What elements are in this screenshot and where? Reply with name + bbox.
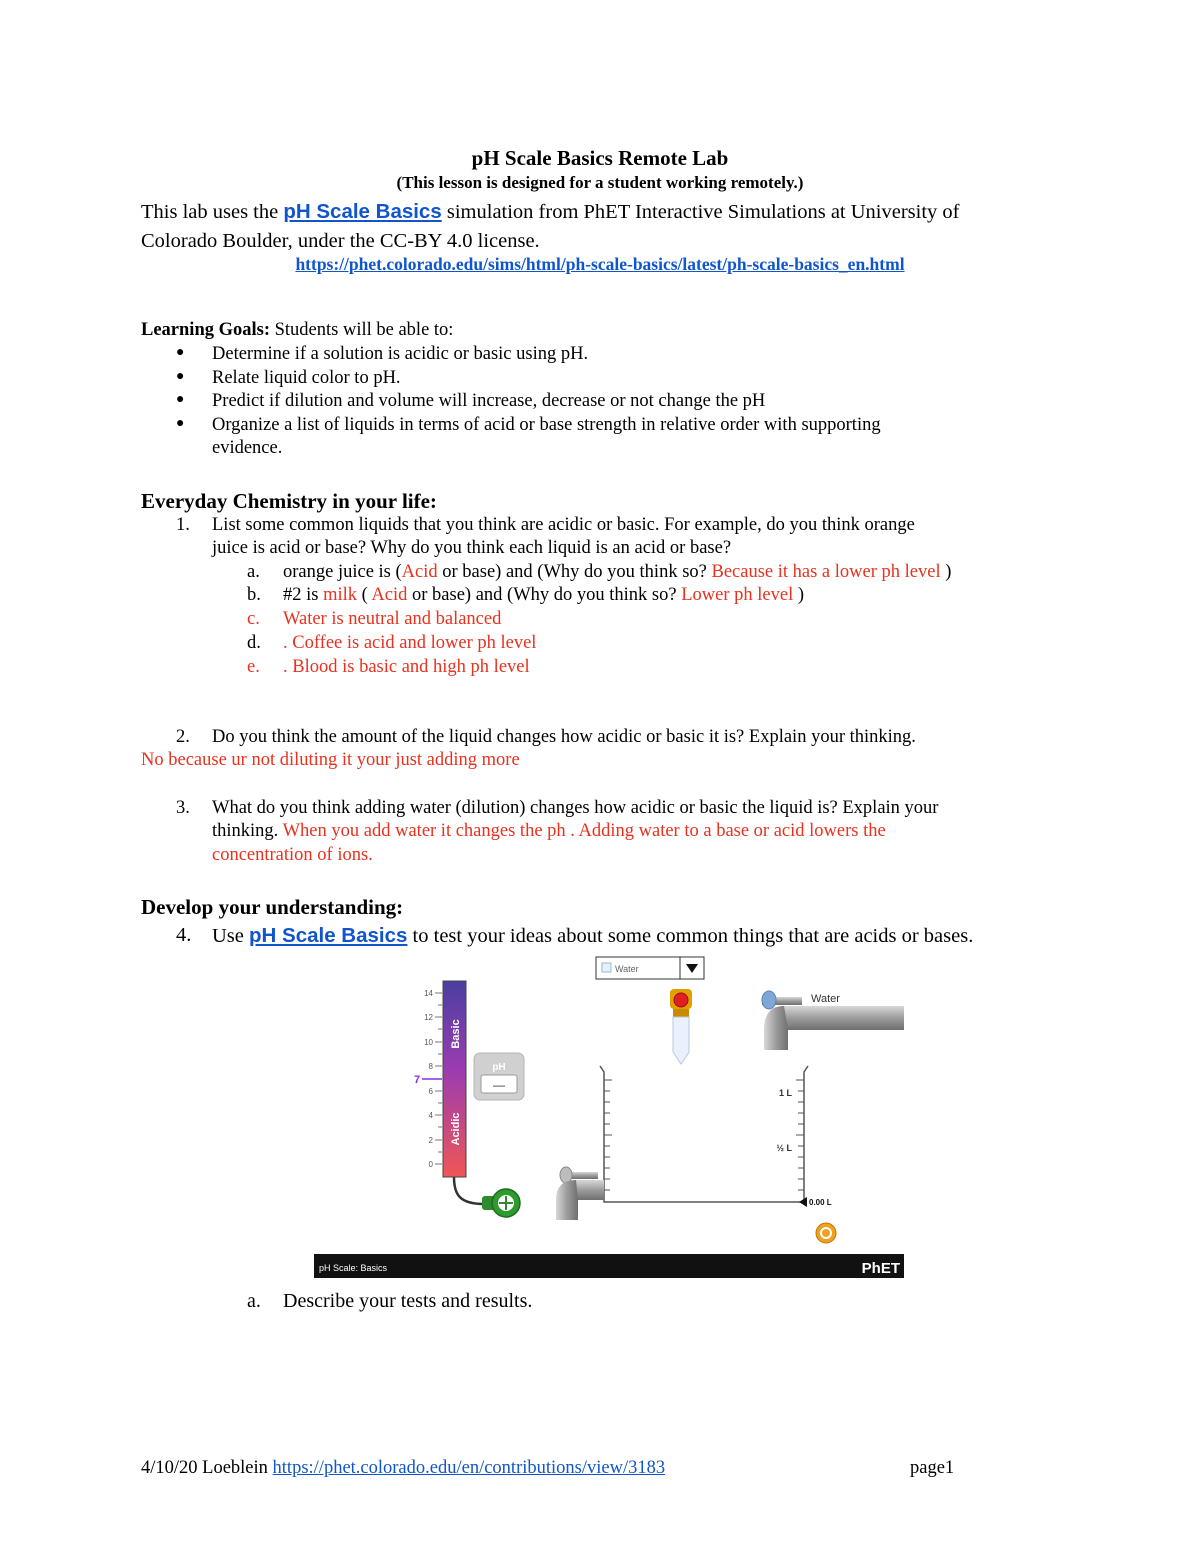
q1b-text3: or base) and (Why do you think so? xyxy=(407,585,682,605)
everyday-heading: Everyday Chemistry in your life: xyxy=(141,489,437,513)
q3-answer: When you add water it changes the ph . Adding water to a base or acid lowers the xyxy=(282,821,886,841)
page-number: page1 xyxy=(910,1458,955,1478)
q2-answer: No because ur not diluting it your just adding more xyxy=(141,750,520,770)
sim-name: pH Scale: Basics xyxy=(319,1263,388,1273)
intro-line2: Colorado Boulder, under the CC-BY 4.0 license. xyxy=(141,230,540,252)
ph-meter-label: pH xyxy=(492,1062,506,1073)
ph-marker-label: 7 xyxy=(414,1074,421,1086)
q4-number: 4. xyxy=(176,924,192,946)
q1a-letter: a. xyxy=(247,562,260,582)
tick-4: 4 xyxy=(428,1111,433,1120)
q3-line2 xyxy=(212,820,886,844)
volume-1l-label: 1 L xyxy=(778,1088,792,1098)
footer-date-author: 4/10/20 Loeblein xyxy=(141,1458,273,1478)
volume-half-label: ½ L xyxy=(776,1143,792,1153)
ph-scale-bar xyxy=(443,981,466,1177)
tick-2: 2 xyxy=(428,1136,433,1145)
bullet-icon: ● xyxy=(176,416,185,431)
q4-text: Use xyxy=(212,925,250,947)
sim-canvas xyxy=(314,954,904,1278)
q1c-answer: Water is neutral and balanced xyxy=(283,609,502,629)
q3-answer-line3: concentration of ions. xyxy=(212,845,373,865)
goal-item: Predict if dilution and volume will increase, decrease or not change the pH xyxy=(212,391,766,411)
tick-0: 0 xyxy=(428,1160,433,1169)
q4a-letter: a. xyxy=(247,1290,261,1312)
solute-dropdown-value: Water xyxy=(615,964,639,974)
beaker-left-ticks xyxy=(604,1080,612,1190)
ph-meter-value: — xyxy=(493,1078,505,1092)
q1c-letter: c. xyxy=(247,609,260,629)
faucet-handle-icon[interactable] xyxy=(762,991,776,1009)
intro-sim-link[interactable]: pH Scale Basics xyxy=(283,200,442,223)
drain-spout xyxy=(556,1180,578,1220)
faucet-label: Water xyxy=(811,993,840,1005)
volume-reading: 0.00 L xyxy=(809,1198,832,1207)
bullet-icon: ● xyxy=(176,392,185,407)
q1-line1: List some common liquids that you think are acidic or basic. For example, do you think orange xyxy=(212,515,915,535)
beaker-right-ticks xyxy=(796,1080,804,1190)
q1d-letter: d. xyxy=(247,633,261,653)
tick-14: 14 xyxy=(424,989,433,998)
reset-button[interactable] xyxy=(816,1223,836,1243)
q4-text2: to test your ideas about some common things that are acids or bases. xyxy=(407,925,974,947)
top-faucet-spout xyxy=(764,1006,788,1050)
q3-number: 3. xyxy=(176,798,190,818)
intro-text-after: simulation from PhET Interactive Simulations at University of xyxy=(441,201,960,223)
beaker xyxy=(600,1066,808,1202)
page-title: pH Scale Basics Remote Lab xyxy=(471,146,729,170)
goal-item-continued: evidence. xyxy=(212,438,283,458)
ph-sim-screenshot xyxy=(314,954,904,1278)
acidic-label: Acidic xyxy=(450,1112,462,1146)
q1-line2: juice is acid or base? Why do you think each liquid is an acid or base? xyxy=(212,538,732,558)
q1a-text2: or base) and (Why do you think so? xyxy=(437,562,712,582)
intro-text: This lab uses the xyxy=(141,201,284,223)
q2-question: Do you think the amount of the liquid changes how acidic or basic it is? Explain your thinking. xyxy=(212,727,916,747)
goal-item: Organize a list of liquids in terms of acid or base strength in relative order with supporting xyxy=(212,415,881,435)
bullet-icon: ● xyxy=(176,369,185,384)
tick-6: 6 xyxy=(428,1087,433,1096)
q3-prefix: thinking. xyxy=(212,821,283,841)
q1e-answer: . Blood is basic and high ph level xyxy=(283,657,530,677)
solute-swatch xyxy=(602,963,611,972)
tick-10: 10 xyxy=(424,1038,433,1047)
dropper-button-icon[interactable] xyxy=(674,993,688,1007)
q1-number: 1. xyxy=(176,515,190,535)
learning-goals xyxy=(141,319,453,343)
probe-cable xyxy=(454,1177,484,1204)
basic-label: Basic xyxy=(450,1019,462,1049)
q1e-letter: e. xyxy=(247,657,260,677)
q1b-text2: ( xyxy=(357,585,372,605)
develop-heading: Develop your understanding: xyxy=(141,895,404,919)
volume-pointer-icon xyxy=(799,1197,807,1207)
q1b-reason: Lower ph level xyxy=(681,585,794,605)
dropper-tube xyxy=(673,1017,689,1064)
tick-8: 8 xyxy=(428,1062,433,1071)
q2-number: 2. xyxy=(176,727,190,747)
sim-url-link[interactable]: https://phet.colorado.edu/sims/html/ph-scale-basics/latest/ph-scale-basics_en.html xyxy=(295,254,905,274)
q1b-text: #2 is xyxy=(283,585,324,605)
page-subtitle: (This lesson is designed for a student working remotely.) xyxy=(396,173,804,192)
learning-goals-label: Learning Goals: xyxy=(141,320,270,340)
q1a-answer: Acid xyxy=(401,562,438,582)
q1b-text4: ) xyxy=(793,585,805,605)
phet-logo: PhET xyxy=(861,1260,900,1277)
solute-dropdown[interactable] xyxy=(596,957,704,979)
q4a-text: Describe your tests and results. xyxy=(283,1290,533,1312)
footer-info xyxy=(141,1458,665,1479)
footer-link[interactable]: https://phet.colorado.edu/en/contributions/view/3183 xyxy=(272,1458,666,1478)
q1b-liquid: milk xyxy=(323,585,358,605)
q3-line1: What do you think adding water (dilution) changes how acidic or basic the liquid is? Explain your xyxy=(212,798,939,818)
drain-pipe xyxy=(576,1180,604,1200)
q1b-answer: Acid xyxy=(371,585,408,605)
tick-12: 12 xyxy=(424,1013,433,1022)
goal-item: Determine if a solution is acidic or basic using pH. xyxy=(212,344,589,364)
q4-line xyxy=(212,924,973,948)
q4-sim-link[interactable]: pH Scale Basics xyxy=(249,924,408,947)
q1a-text3: ) xyxy=(940,562,952,582)
q1a-line xyxy=(283,561,951,585)
goal-item: Relate liquid color to pH. xyxy=(212,368,401,388)
sim-navbar xyxy=(314,1254,904,1278)
q1b-line xyxy=(283,584,804,608)
intro-paragraph xyxy=(141,197,1081,256)
q1a-reason: Because it has a lower ph level xyxy=(711,562,941,582)
bullet-icon: ● xyxy=(176,345,185,360)
q1b-letter: b. xyxy=(247,585,261,605)
q1d-answer: . Coffee is acid and lower ph level xyxy=(283,633,537,653)
top-faucet-pipe xyxy=(784,1006,904,1030)
sim-url xyxy=(0,254,1200,275)
q1a-text: orange juice is ( xyxy=(283,562,402,582)
learning-goals-lead: Students will be able to: xyxy=(270,320,454,340)
